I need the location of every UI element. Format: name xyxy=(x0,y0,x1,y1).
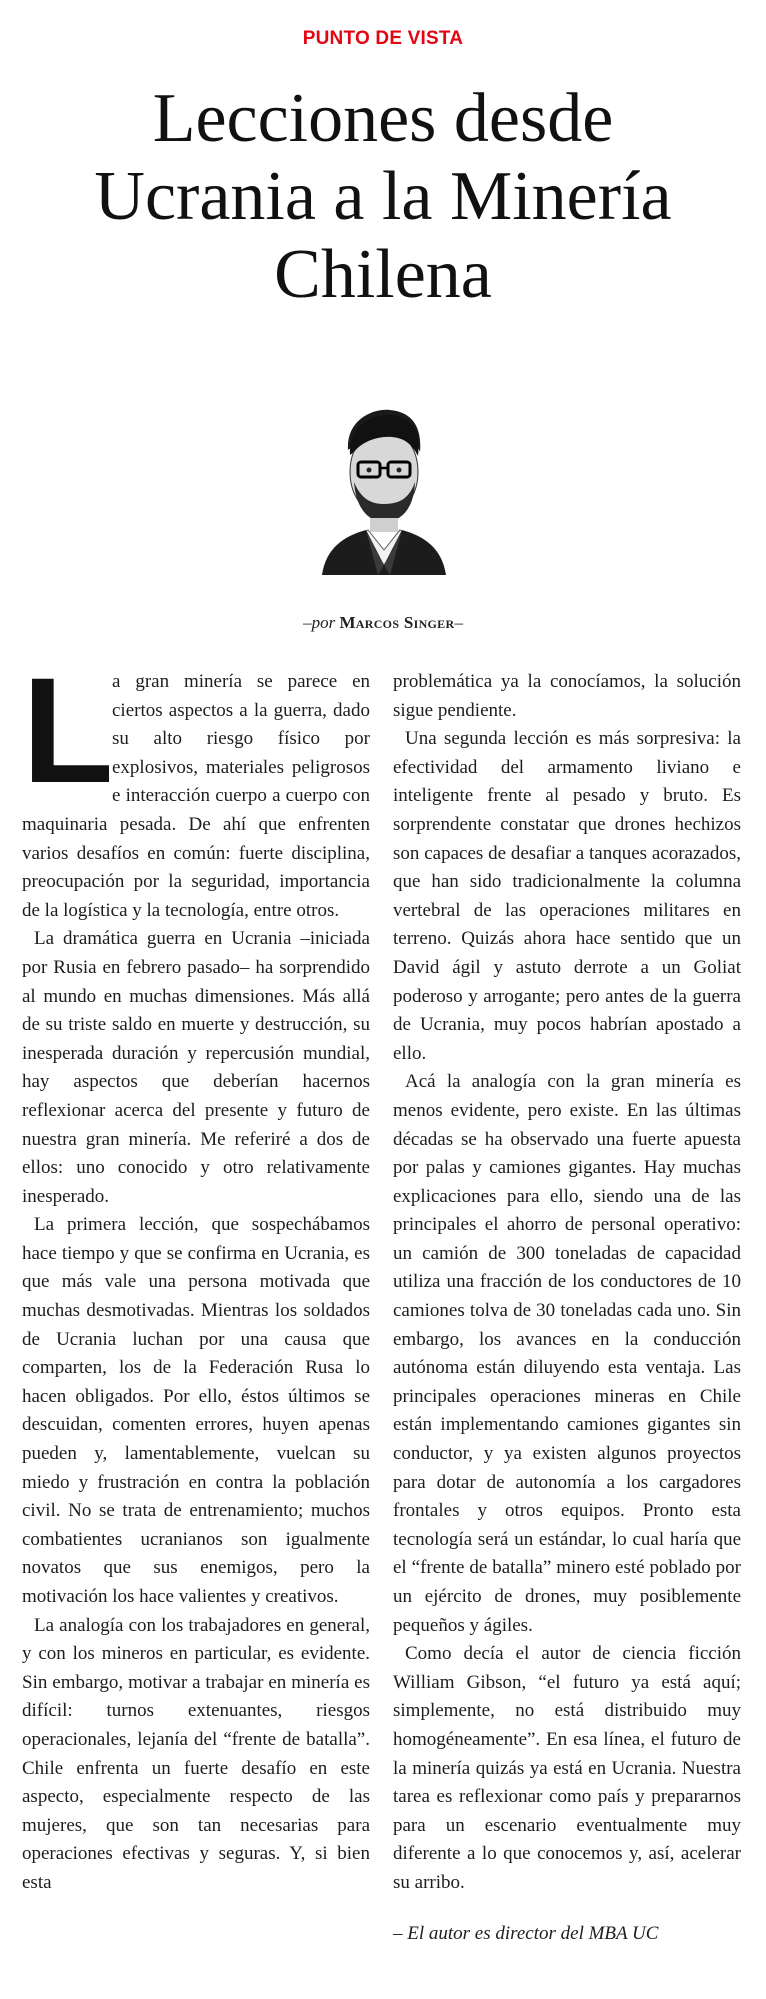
author-portrait xyxy=(318,400,448,575)
paragraph: Una segunda lección es más sorpresiva: la efectividad del armamento liviano e inteligente frente al pesado y bruto. Es sorprendente constatar que drones hechizos son capaces de desafiar a tanques acorazados, que han sido tradicionalmente la columna vertebral de las operaciones militares en terreno. Quizás ahora hace sentido que un David ágil y astuto derrote a un Goliat poderoso y arrogante; pero antes de la guerra de Ucrania, muy pocos habrían apostado a ello. xyxy=(393,728,741,1064)
byline xyxy=(0,613,766,633)
section-label: PUNTO DE VISTA xyxy=(302,28,464,49)
title-line-3: Chilena xyxy=(274,236,492,313)
byline-dash-close: – xyxy=(454,613,463,632)
drop-cap: L xyxy=(22,646,114,814)
article-title xyxy=(0,80,766,314)
article-column-left xyxy=(22,646,370,1898)
article-column-right xyxy=(393,668,741,1948)
byline-prefix: por xyxy=(311,613,336,632)
paragraph: La primera lección, que sospechábamos hace tiempo y que se confirma en Ucrania, es que más vale una persona motivada que muchas desmotivadas. Mientras los soldados de Ucrania luchan por una causa que comparten, los de la Federación Rusa lo hacen obligados. Por ello, éstos últimos se descuidan, comenten errores, huyen apenas pueden y, lamentablemente, vuelcan su miedo y frustración en contra la población civil. No se trata de entrenamiento; muchos combatientes ucranianos son igualmente novatos que sus enemigos, pero la motivación los hace valientes y creativos. xyxy=(22,1214,370,1607)
title-line-2: Ucrania a la Minería xyxy=(94,158,672,235)
paragraph: Acá la analogía con la gran minería es menos evidente, pero existe. En las últimas décadas se ha observado una fuerte apuesta por palas y camiones gigantes. Hay muchas explicaciones para ello, siendo una de las principales el ahorro de personal operativo: un camión de 300 toneladas de capacidad utiliza una fracción de los conductores de 10 camiones tolva de 30 toneladas cada uno. Sin embargo, los avances en la conducción autónoma están diluyendo esta ventaja. Las principales operaciones mineras en Chile están implementando camiones gigantes sin conductor, y ya existen algunos proyectos para dotar de autonomía a los cargadores frontales y otros equipos. Pronto esta tecnología será un estándar, lo cual haría que el “frente de batalla” minero esté poblado por un ejército de drones, muy posiblemente pequeños y ágiles. xyxy=(393,1071,741,1636)
paragraph: a gran minería se parece en ciertos aspectos a la guerra, dado su alto riesgo físico por explosivos, materiales peligrosos e interacción cuerpo a cuerpo con maquinaria pesada. De ahí que enfrenten varios desafíos en común: fuerte disciplina, preocupación por la seguridad, importancia de la logística y la tecnología, entre otros. xyxy=(22,671,370,921)
author-note: – El autor es director del MBA UC xyxy=(393,1922,659,1944)
paragraph: Como decía el autor de ciencia ficción William Gibson, “el futuro ya está aquí; simplemente, no está distribuido muy homogéneamente”. En esa línea, el futuro de la minería quizás ya está en Ucrania. Nuestra tarea es reflexionar como país y prepararnos para un escenario eventualmente muy diferente a lo que conocemos y, así, acelerar su arribo. xyxy=(393,1643,741,1893)
author-name: Marcos Singer xyxy=(339,613,455,632)
paragraph: problemática ya la conocíamos, la solución sigue pendiente. xyxy=(393,671,741,721)
paragraph: La dramática guerra en Ucrania –iniciada por Rusia en febrero pasado– ha sorprendido al mundo en muchas dimensiones. Más allá de su triste saldo en muerte y destrucción, su inesperada duración y repercusión mundial, hay aspectos que deberían hacernos reflexionar acerca del presente y futuro de nuestra gran minería. Me referiré a dos de ellos: uno conocido y otro relativamente inesperado. xyxy=(22,928,370,1207)
byline-dash-open: – xyxy=(303,613,312,632)
paragraph: La analogía con los trabajadores en general, y con los mineros en particular, es evidente. Sin embargo, motivar a trabajar en minería es difícil: turnos extenuantes, riesgos operacionales, lejanía del “frente de batalla”. Chile enfrenta un fuerte desafío en este aspecto, especialmente respecto de las mujeres, que son tan necesarias para operaciones efectivas y seguras. Y, si bien esta xyxy=(22,1614,370,1893)
title-line-1: Lecciones desde xyxy=(152,80,614,157)
